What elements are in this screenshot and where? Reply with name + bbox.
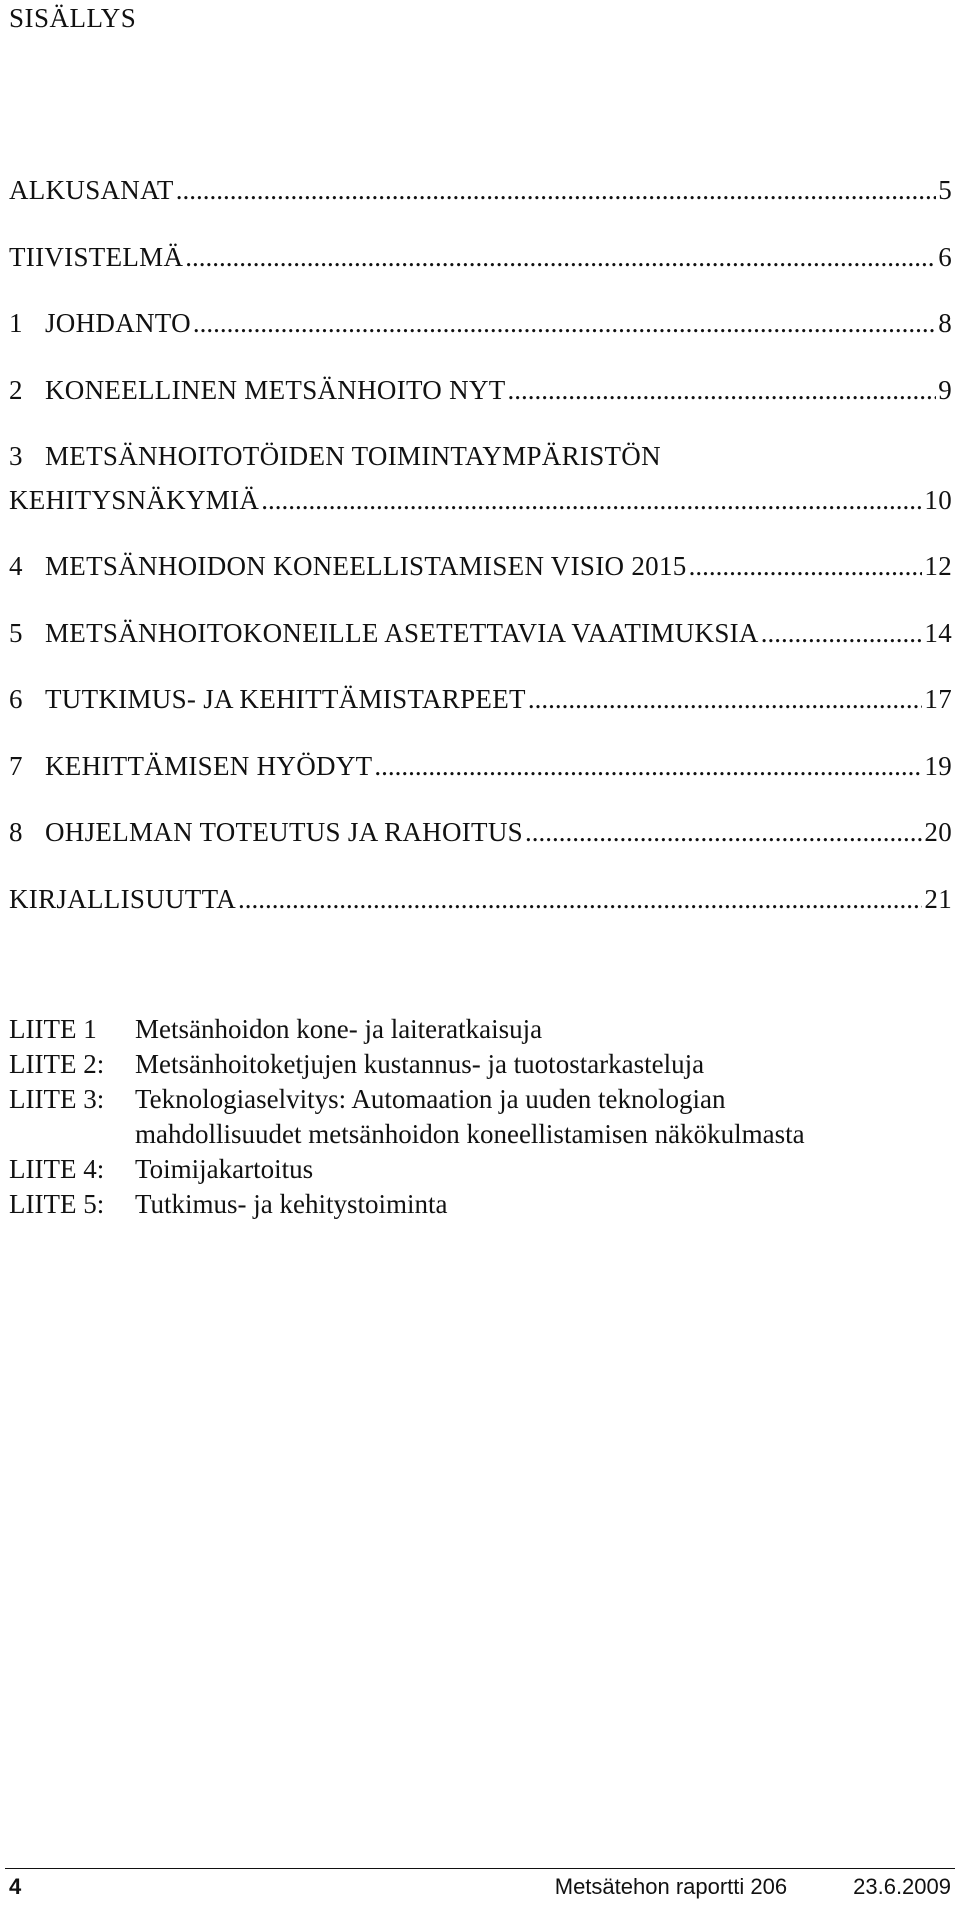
appendix-label: LIITE 2: — [9, 1049, 105, 1079]
toc-entry-title: METSÄNHOIDON KONEELLISTAMISEN VISIO 2015 — [45, 551, 687, 581]
appendix-description: Metsänhoidon kone- ja laiteratkaisuja — [135, 1014, 543, 1044]
footer-page-number: 4 — [9, 1874, 22, 1899]
toc-entry-title: TIIVISTELMÄ — [9, 241, 184, 272]
appendix-label: LIITE 3: — [9, 1084, 105, 1114]
toc-entry-title: ALKUSANAT — [9, 175, 174, 205]
footer-divider — [5, 1868, 955, 1869]
toc-entry-title-line2: KEHITYSNÄKYMIÄ — [9, 485, 260, 515]
page-footer — [9, 1873, 951, 1901]
toc-entry-page: 6 — [938, 241, 952, 272]
toc-leader-dots — [374, 749, 922, 783]
appendix-item[interactable] — [9, 1047, 952, 1082]
appendix-description-continuation: mahdollisuudet metsänhoidon koneellistamisen näkökulmasta — [135, 1119, 805, 1149]
toc-entry-alkusanat[interactable] — [9, 173, 952, 240]
toc-leader-dots — [525, 815, 922, 849]
toc-entry-number: 1 — [9, 308, 23, 338]
toc-leader-dots — [508, 373, 937, 407]
toc-entry-title: OHJELMAN TOTEUTUS JA RAHOITUS — [45, 817, 523, 847]
toc-entry-page: 19 — [924, 750, 952, 781]
toc-entry-kirjallisuutta[interactable] — [9, 882, 952, 949]
table-of-contents — [9, 173, 952, 948]
toc-entry-1[interactable] — [9, 306, 952, 373]
toc-entry-2[interactable] — [9, 373, 952, 440]
toc-entry-number: 5 — [9, 617, 23, 648]
toc-entry-number: 8 — [9, 817, 23, 847]
toc-entry-4[interactable] — [9, 549, 952, 616]
toc-entry-title: KIRJALLISUUTTA — [9, 883, 237, 914]
appendix-description: Metsänhoitoketjujen kustannus- ja tuotostarkasteluja — [135, 1049, 705, 1079]
toc-entry-6[interactable] — [9, 682, 952, 749]
toc-entry-8[interactable] — [9, 815, 952, 882]
toc-entry-number: 2 — [9, 374, 23, 405]
toc-leader-dots — [238, 882, 922, 916]
toc-leader-dots — [261, 483, 922, 517]
toc-entry-3[interactable] — [9, 439, 952, 549]
toc-entry-title: JOHDANTO — [45, 308, 191, 338]
appendix-label: LIITE 4: — [9, 1154, 105, 1184]
footer-report-name: Metsätehon raportti 206 — [554, 1874, 788, 1899]
toc-leader-dots — [193, 306, 936, 340]
toc-leader-dots — [176, 173, 936, 207]
toc-entry-page: 17 — [924, 684, 952, 714]
toc-leader-dots — [185, 240, 936, 274]
appendix-description: Toimijakartoitus — [135, 1154, 314, 1184]
toc-entry-page: 20 — [924, 817, 952, 847]
toc-leader-dots — [761, 616, 923, 650]
toc-entry-tiivistelma[interactable] — [9, 240, 952, 307]
appendix-item[interactable] — [9, 1187, 952, 1222]
toc-entry-7[interactable] — [9, 749, 952, 816]
appendix-label: LIITE 5: — [9, 1189, 105, 1219]
toc-entry-5[interactable] — [9, 616, 952, 683]
toc-entry-number: 3 — [9, 441, 23, 471]
toc-entry-page: 5 — [938, 175, 952, 205]
appendix-item[interactable] — [9, 1012, 952, 1047]
toc-entry-title: KEHITTÄMISEN HYÖDYT — [45, 750, 373, 781]
appendix-item-continuation — [9, 1117, 952, 1152]
page-title: SISÄLLYS — [9, 3, 137, 33]
footer-date: 23.6.2009 — [853, 1874, 951, 1899]
toc-leader-dots — [689, 549, 923, 583]
appendix-label: LIITE 1 — [9, 1014, 97, 1044]
toc-entry-number: 4 — [9, 551, 23, 581]
appendix-item[interactable] — [9, 1082, 952, 1117]
toc-entry-page: 8 — [938, 308, 952, 338]
appendix-description: Teknologiaselvitys: Automaation ja uuden teknologian — [135, 1084, 726, 1114]
appendix-description: Tutkimus- ja kehitystoiminta — [135, 1189, 448, 1219]
toc-entry-title-line1: METSÄNHOITOTÖIDEN TOIMINTAYMPÄRISTÖN — [45, 441, 661, 471]
toc-entry-page: 14 — [924, 617, 952, 648]
toc-entry-page: 12 — [924, 551, 952, 581]
toc-entry-number: 7 — [9, 750, 23, 781]
toc-entry-title: KONEELLINEN METSÄNHOITO NYT — [45, 374, 506, 405]
toc-entry-page: 21 — [924, 883, 952, 914]
toc-entry-page: 9 — [938, 374, 952, 405]
toc-entry-title: TUTKIMUS- JA KEHITTÄMISTARPEET — [45, 684, 526, 714]
appendix-item[interactable] — [9, 1152, 952, 1187]
appendix-list — [9, 1012, 952, 1222]
toc-entry-number: 6 — [9, 684, 23, 714]
toc-entry-title: METSÄNHOITOKONEILLE ASETETTAVIA VAATIMUKSIA — [45, 617, 759, 648]
toc-entry-page: 10 — [924, 485, 952, 515]
toc-leader-dots — [528, 682, 923, 716]
